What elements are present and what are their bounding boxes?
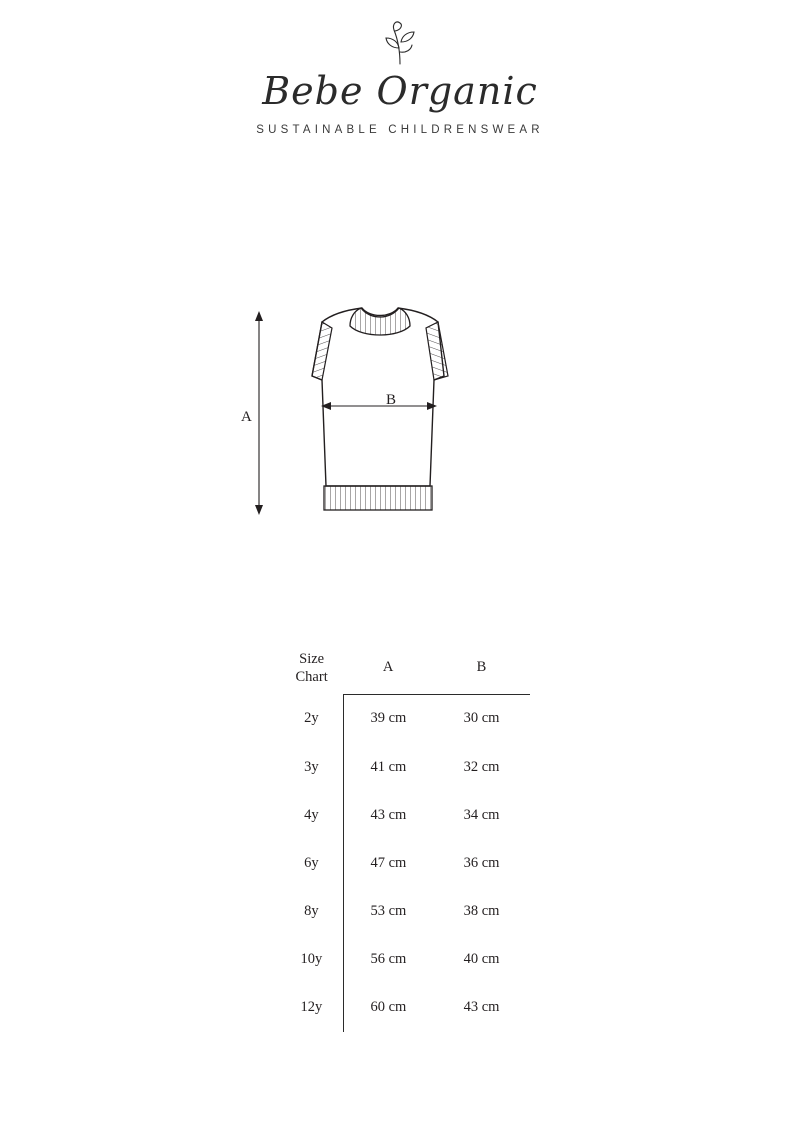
knit-vest-front-icon — [230, 300, 530, 540]
dimension-b-label: B — [386, 392, 397, 408]
column-header-a: A — [343, 650, 433, 694]
cell-a: 60 cm — [343, 984, 433, 1032]
cell-b: 38 cm — [463, 903, 500, 920]
cell-size: 10y — [300, 951, 323, 968]
cell-size: 4y — [304, 806, 319, 823]
cell-size: 2y — [304, 710, 319, 727]
cell-a: 41 cm — [343, 743, 433, 791]
table-row — [280, 743, 530, 791]
cell-size: 3y — [304, 758, 319, 775]
size-chart-title-line1: Size — [299, 651, 325, 667]
table-row — [280, 888, 530, 936]
cell-a: 47 cm — [343, 839, 433, 887]
table-row — [280, 694, 530, 743]
cell-a: 53 cm — [343, 888, 433, 936]
table-row — [280, 936, 530, 984]
table-row — [280, 791, 530, 839]
cell-b: 30 cm — [463, 710, 500, 727]
size-chart-table — [280, 650, 530, 1032]
table-header-row — [280, 650, 530, 694]
brand-header — [0, 18, 800, 136]
brand-name: Bebe Organic — [262, 69, 538, 113]
cell-size: 12y — [300, 999, 323, 1016]
garment-illustration — [230, 300, 530, 540]
table-row — [280, 839, 530, 887]
size-chart-title — [280, 650, 343, 694]
cell-b: 34 cm — [463, 806, 500, 823]
cell-a: 43 cm — [343, 791, 433, 839]
cell-b: 36 cm — [463, 854, 500, 871]
table-row — [280, 984, 530, 1032]
cell-size: 6y — [304, 854, 319, 871]
leaf-sprig-icon — [370, 18, 430, 66]
cell-b: 43 cm — [463, 999, 500, 1016]
size-chart-title-line2: Chart — [295, 669, 328, 686]
cell-size: 8y — [304, 903, 319, 920]
cell-a: 56 cm — [343, 936, 433, 984]
cell-b: 32 cm — [463, 758, 500, 775]
cell-b: 40 cm — [463, 951, 500, 968]
size-chart-body — [280, 694, 530, 1032]
column-header-b: B — [433, 650, 530, 694]
brand-tagline: SUSTAINABLE CHILDRENSWEAR — [256, 123, 544, 136]
size-chart-header — [280, 650, 530, 694]
cell-a: 39 cm — [343, 694, 433, 743]
dimension-a-label: A — [241, 409, 252, 425]
